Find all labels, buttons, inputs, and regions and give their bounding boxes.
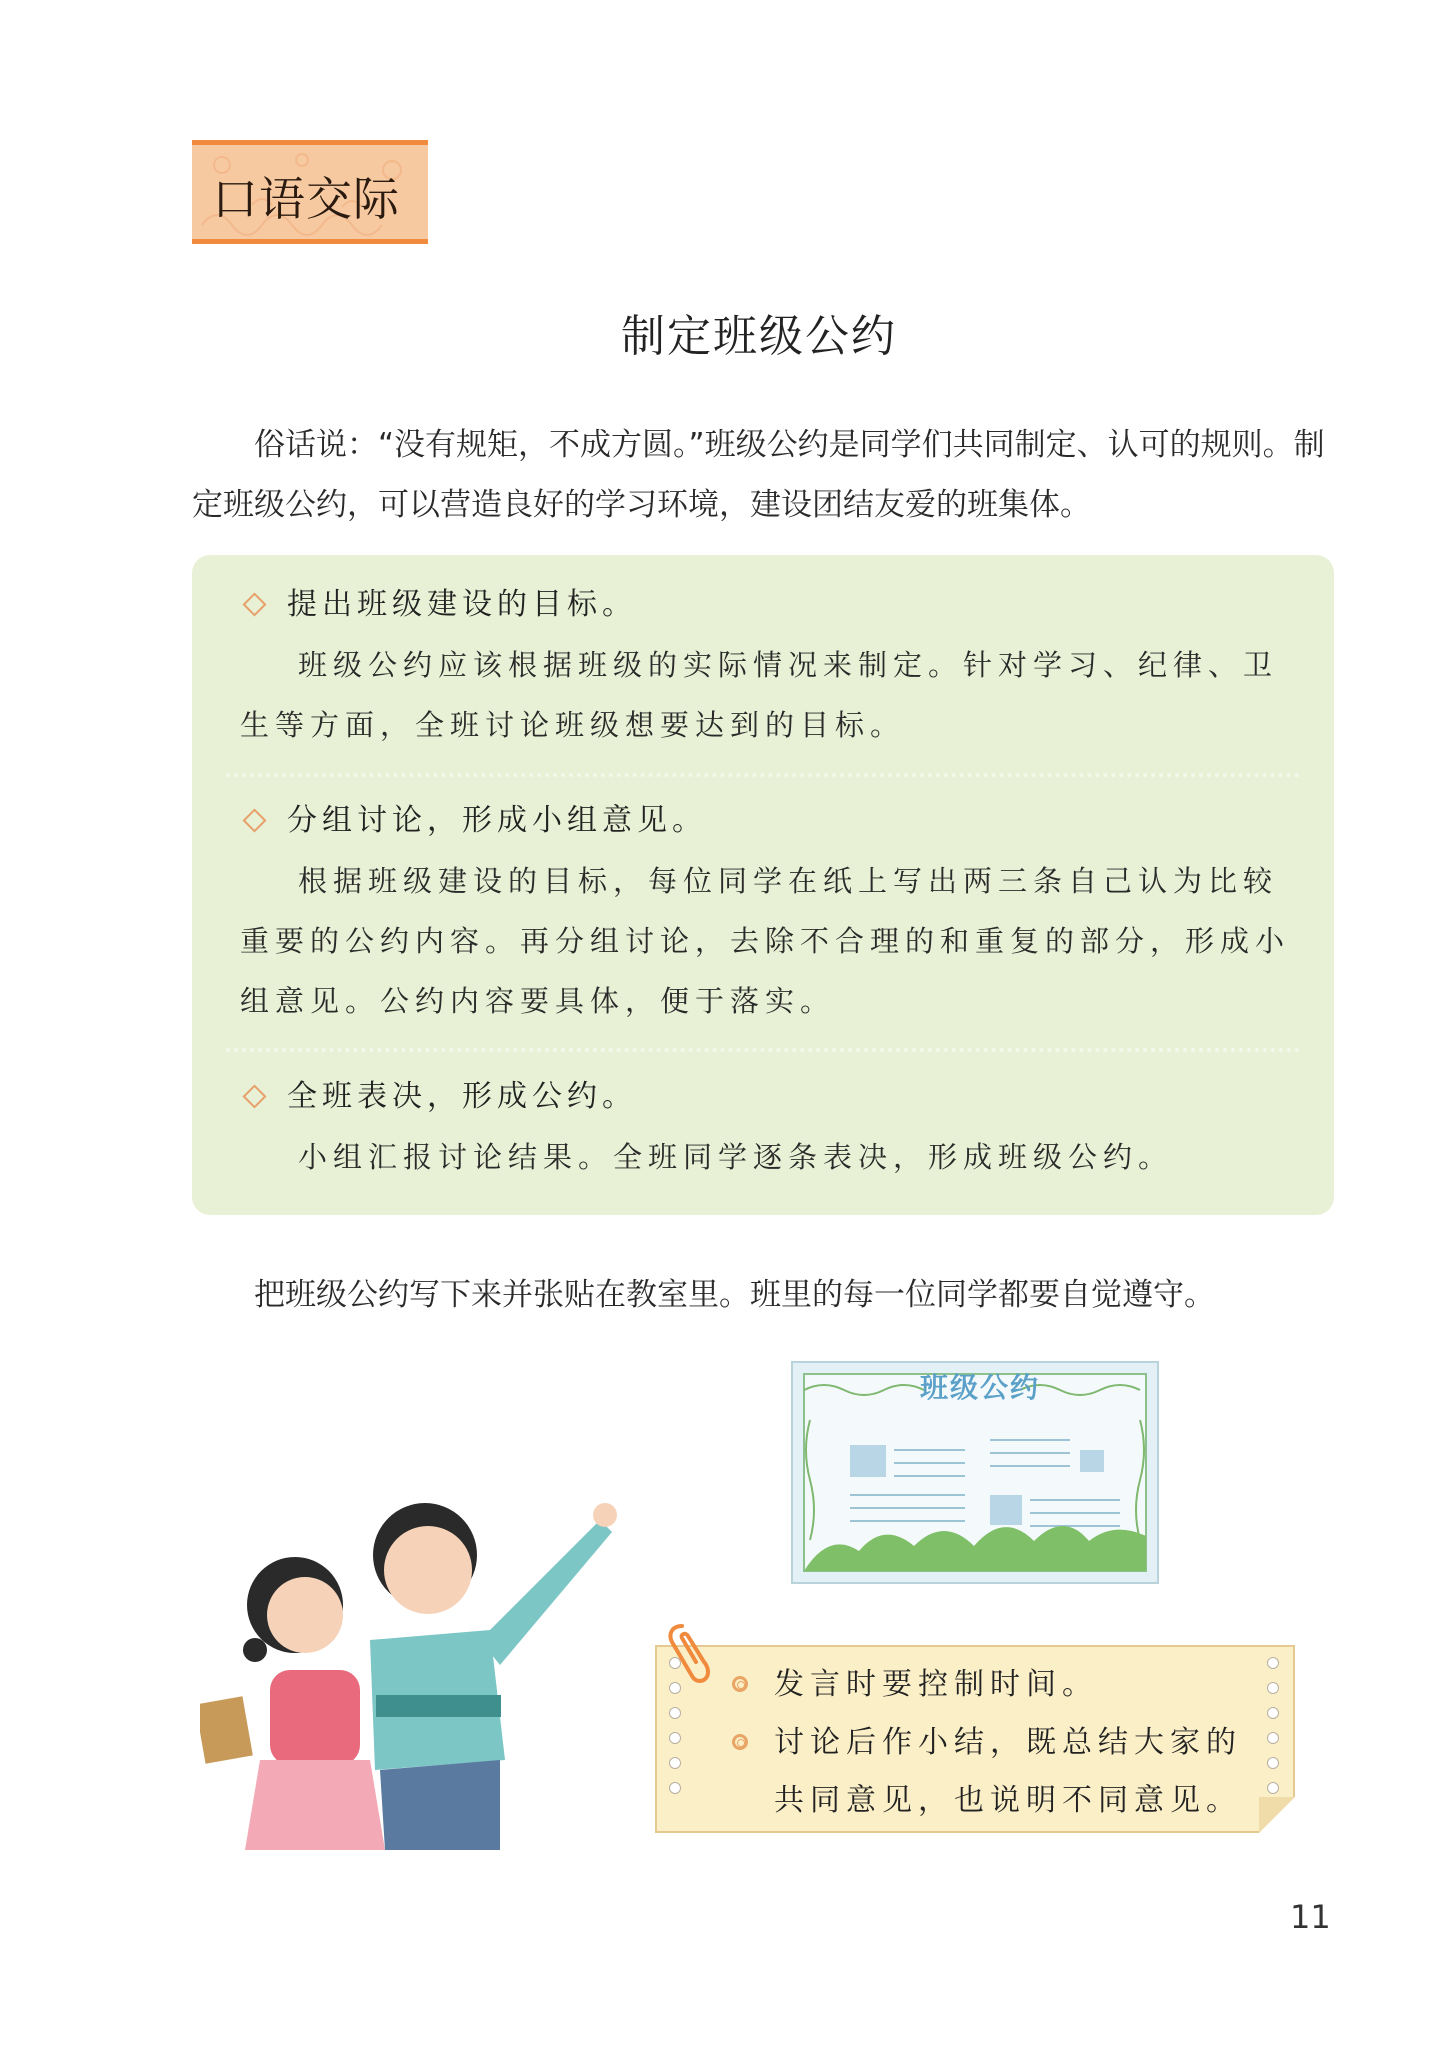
- diamond-bullet-icon: [242, 808, 266, 832]
- step-2: [240, 801, 1300, 1031]
- closing-paragraph: 把班级公约写下来并张贴在教室里。班里的每一位同学都要自觉遵守。: [254, 1277, 1215, 1313]
- step-3: [240, 1077, 1300, 1187]
- class-rules-poster-illustration: [790, 1360, 1160, 1585]
- steps-box: [192, 555, 1334, 1215]
- intro-paragraph: 俗话说：“没有规矩，不成方圆。”班级公约是同学们共同制定、认可的规则。制定班级公约，可以营造良好的学习环境，建设团结友爱的班集体。: [192, 427, 1325, 523]
- page-title: 制定班级公约: [621, 311, 897, 362]
- step-body: 根据班级建设的目标，每位同学在纸上写出两三条自己认为比较重要的公约内容。再分组讨论，去除不合理的和重复的部分，形成小组意见。公约内容要具体，便于落实。: [240, 864, 1291, 1018]
- section-tag-label: 口语交际: [212, 172, 400, 226]
- circle-bullet-icon: [732, 1734, 748, 1750]
- step-body: 班级公约应该根据班级的实际情况来制定。针对学习、纪律、卫生等方面，全班讨论班级想要达到的目标。: [240, 648, 1279, 742]
- step-body: 小组汇报讨论结果。全班同学逐条表决，形成班级公约。: [298, 1140, 1174, 1174]
- page-number: 11: [1290, 1898, 1331, 1936]
- tips-note-card: [655, 1645, 1295, 1833]
- page-fold-corner: [1259, 1797, 1295, 1833]
- diamond-bullet-icon: [242, 1084, 266, 1108]
- poster-title: 班级公约: [920, 1371, 1041, 1404]
- tip-2-continued: 共同意见，也说明不同意见。: [774, 1783, 1242, 1818]
- paperclip-icon: [662, 1618, 722, 1688]
- step-heading: 提出班级建设的目标。: [287, 587, 637, 622]
- diamond-bullet-icon: [242, 592, 266, 616]
- circle-bullet-icon: [732, 1676, 748, 1692]
- tip-2: 讨论后作小结，既总结大家的: [732, 1723, 1242, 1763]
- children-pointing-illustration: [200, 1480, 640, 1850]
- step-1: [240, 585, 1300, 755]
- step-heading: 全班表决，形成公约。: [287, 1079, 637, 1114]
- step-heading: 分组讨论，形成小组意见。: [287, 803, 707, 838]
- children-image: [200, 1480, 640, 1850]
- note-binding-holes: [1267, 1657, 1281, 1807]
- dotted-divider: [226, 773, 1300, 777]
- tip-1: 发言时要控制时间。: [732, 1665, 1098, 1705]
- section-tag: [192, 140, 428, 244]
- dotted-divider: [226, 1048, 1300, 1052]
